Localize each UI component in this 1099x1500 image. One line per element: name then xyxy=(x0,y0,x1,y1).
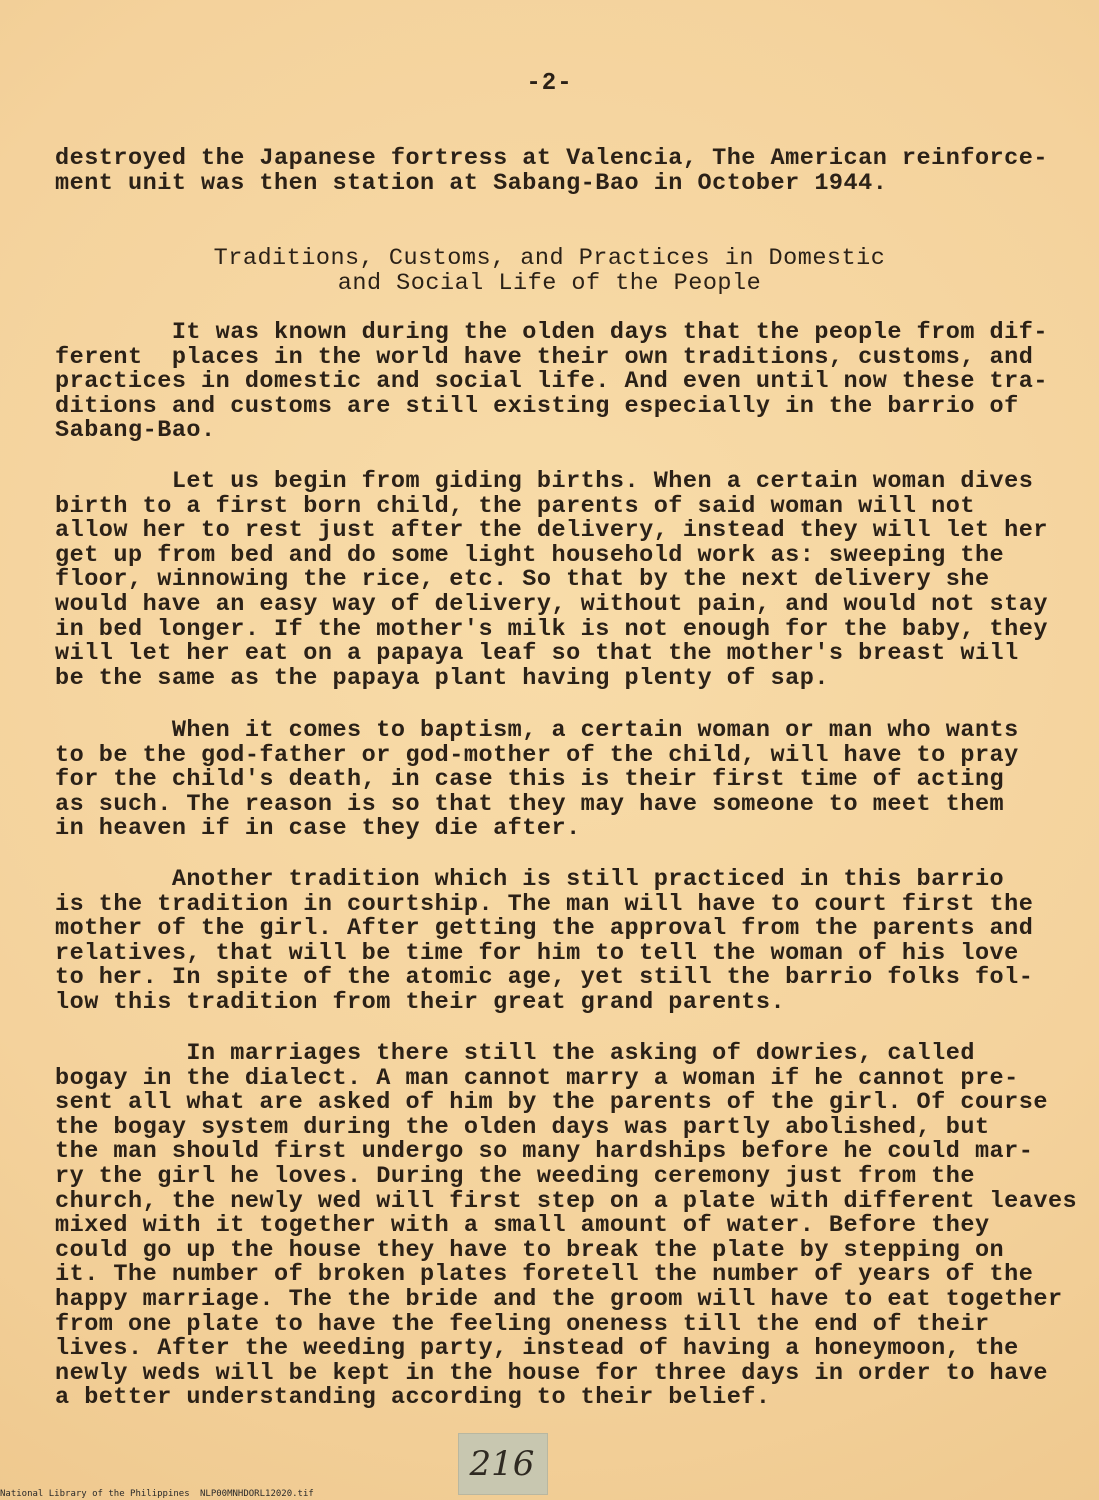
text-line: ment unit was then station at Sabang-Bao in October 1944. xyxy=(55,169,888,197)
section-title-line: Traditions, Customs, and Practices in Domestic xyxy=(213,245,886,272)
text-line: get up from bed and do some light household work as: sweeping the xyxy=(55,541,1005,569)
text-line: the man should first undergo so many hardships before he could mar- xyxy=(55,1138,1034,1166)
text-line: ferent places in the world have their own traditions, customs, and xyxy=(55,343,1034,371)
text-line: Another tradition which is still practiced in this barrio xyxy=(55,866,1005,893)
text-line: lives. After the weeding party, instead of having a honeymoon, the xyxy=(55,1335,1019,1363)
text-line: as such. The reason is so that they may have someone to meet them xyxy=(55,790,1005,818)
text-line: church, the newly wed will first step on a plate with different leaves xyxy=(55,1187,1078,1215)
page-number: -2- xyxy=(526,70,573,97)
handwritten-page-number: 216 xyxy=(469,1444,535,1484)
paragraph-5 xyxy=(55,1042,1080,1411)
text-line: would have an easy way of delivery, without pain, and would not stay xyxy=(55,590,1048,618)
text-line: is the tradition in courtship. The man will have to court first the xyxy=(55,890,1034,918)
intro-paragraph xyxy=(55,147,1080,196)
text-line: In marriages there still the asking of dowries, called xyxy=(55,1040,975,1067)
section-title xyxy=(0,246,1099,296)
section-title-line: and Social Life of the People xyxy=(337,270,762,297)
text-line: ry the girl he loves. During the weeding ceremony just from the xyxy=(55,1162,975,1190)
text-line: be the same as the papaya plant having plenty of sap. xyxy=(55,664,829,692)
text-line: floor, winnowing the rice, etc. So that by the next delivery she xyxy=(55,566,990,594)
text-line: from one plate to have the feeling oneness till the end of their xyxy=(55,1310,990,1338)
text-line: allow her to rest just after the delivery, instead they will let her xyxy=(55,517,1048,545)
text-line: sent all what are asked of him by the parents of the girl. Of course xyxy=(55,1089,1048,1117)
text-line: it. The number of broken plates foretell the number of years of the xyxy=(55,1261,1034,1289)
paragraph-4 xyxy=(55,868,1080,1016)
text-line: to be the god-father or god-mother of the child, will have to pray xyxy=(55,741,1019,769)
text-line: low this tradition from their great grand parents. xyxy=(55,988,786,1016)
text-line: mother of the girl. After getting the approval from the parents and xyxy=(55,915,1034,943)
text-line: birth to a first born child, the parents of said woman will not xyxy=(55,492,975,520)
paragraph-3 xyxy=(55,719,1080,842)
text-line: to her. In spite of the atomic age, yet still the barrio folks fol- xyxy=(55,964,1034,992)
text-line: Sabang-Bao. xyxy=(55,417,216,445)
text-line: relatives, that will be time for him to tell the woman of his love xyxy=(55,939,1019,967)
text-line: Let us begin from giding births. When a certain woman dives xyxy=(55,468,1034,495)
footer-file: NLP00MNHDORL12020.tif xyxy=(200,1489,314,1499)
text-line: When it comes to baptism, a certain woman or man who wants xyxy=(55,717,1019,744)
text-line: in heaven if in case they die after. xyxy=(55,815,581,843)
paragraph-1 xyxy=(55,321,1080,444)
text-line: a better understanding according to their belief. xyxy=(55,1384,771,1412)
text-line: destroyed the Japanese fortress at Valencia, The American reinforce- xyxy=(55,145,1048,172)
text-line: newly weds will be kept in the house for three days in order to have xyxy=(55,1359,1048,1387)
text-line: in bed longer. If the mother's milk is not enough for the baby, they xyxy=(55,615,1048,643)
text-line: practices in domestic and social life. And even until now these tra- xyxy=(55,368,1048,396)
text-line: for the child's death, in case this is their first time of acting xyxy=(55,766,1005,794)
text-line: could go up the house they have to break the plate by stepping on xyxy=(55,1236,1005,1264)
paragraph-2 xyxy=(55,470,1080,691)
text-line: the bogay system during the olden days was partly abolished, but xyxy=(55,1113,990,1141)
text-line: It was known during the olden days that the people from dif- xyxy=(55,319,1048,346)
text-line: bogay in the dialect. A man cannot marry a woman if he cannot pre- xyxy=(55,1064,1019,1092)
text-line: will let her eat on a papaya leaf so that the mother's breast will xyxy=(55,640,1019,668)
text-line: ditions and customs are still existing especially in the barrio of xyxy=(55,392,1019,420)
text-line: mixed with it together with a small amount of water. Before they xyxy=(55,1212,990,1240)
footer-library: National Library of the Philippines xyxy=(0,1489,190,1499)
text-line: happy marriage. The the bride and the groom will have to eat together xyxy=(55,1285,1063,1313)
